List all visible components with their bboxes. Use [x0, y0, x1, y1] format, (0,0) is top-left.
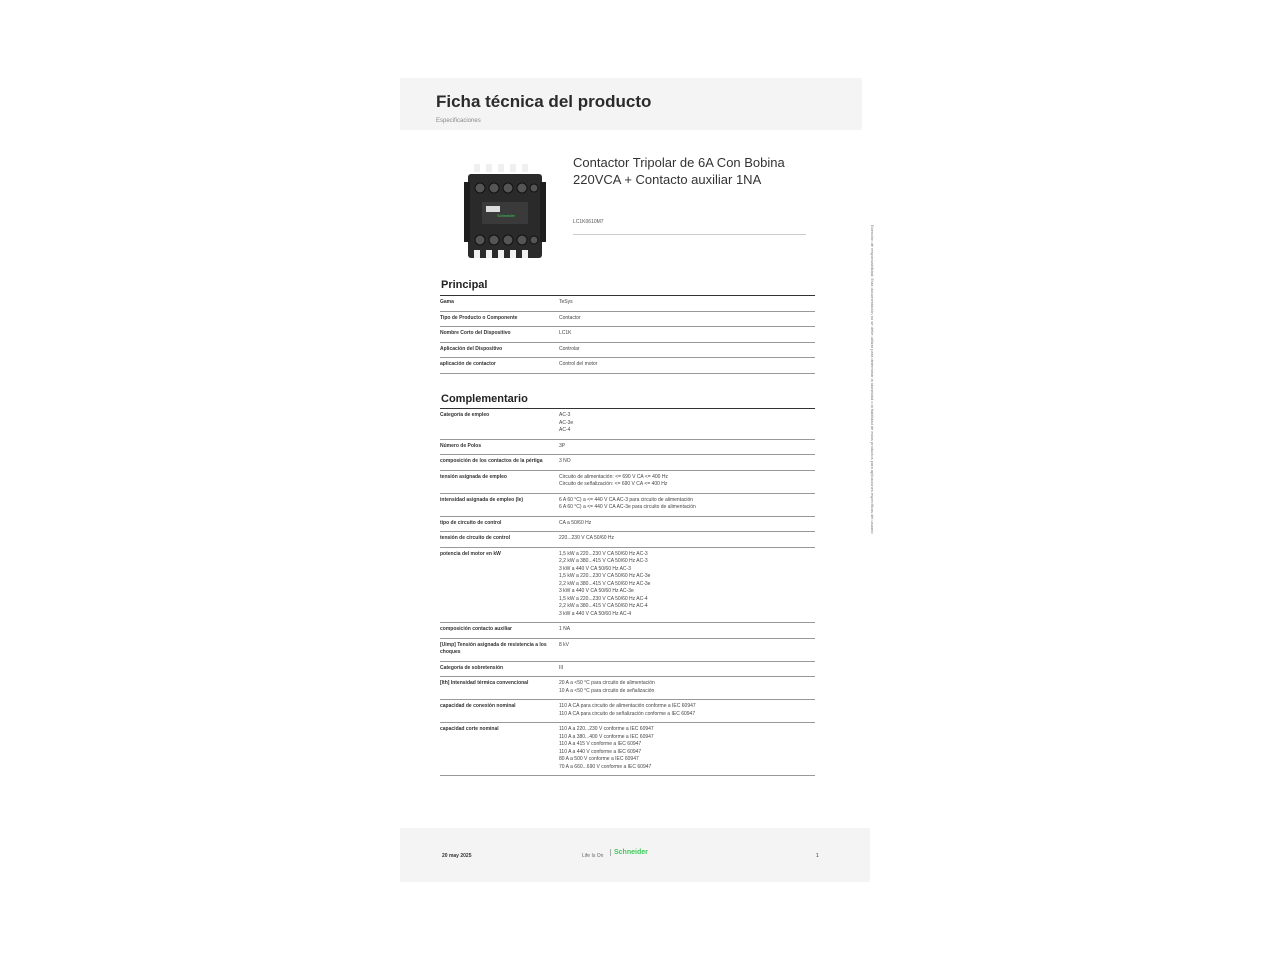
spec-row	[440, 700, 815, 723]
spec-row	[440, 409, 815, 440]
section-title-complementario: Complementario	[441, 393, 528, 405]
spec-row	[440, 455, 815, 471]
spec-value-line: 70 A a 660...690 V conforme a IEC 60947	[559, 763, 652, 770]
spec-row	[440, 296, 815, 312]
spec-value-line: AC-3	[559, 412, 571, 418]
spec-key: composición contacto auxiliar	[440, 623, 559, 639]
spec-value-line: 3 kW a 440 V CA 50/60 Hz AC-3e	[559, 588, 634, 594]
spec-value	[559, 638, 815, 661]
spec-key: potencia del motor en kW	[440, 547, 559, 623]
spec-key: aplicación de contactor	[440, 358, 559, 374]
spec-key: intensidad asignada de empleo (Ie)	[440, 493, 559, 516]
spec-value	[559, 723, 815, 776]
spec-row	[440, 638, 815, 661]
principal-spec-table	[440, 295, 815, 374]
spec-value-line: 6 A 60 °C) a <= 440 V CA AC-3e para circuito de alimentación	[559, 504, 696, 510]
spec-key: Categoría de empleo	[440, 409, 559, 440]
spec-key: composición de los contactos de la pértiga	[440, 455, 559, 471]
spec-value	[559, 409, 815, 440]
spec-value-line: 2,2 kW a 380...415 V CA 50/60 Hz AC-3	[559, 558, 648, 564]
spec-row	[440, 677, 815, 700]
spec-key: tensión de circuito de control	[440, 532, 559, 548]
spec-value-line: AC-4	[559, 427, 571, 433]
page-footer	[400, 828, 870, 882]
spec-value	[559, 493, 815, 516]
spec-value	[559, 547, 815, 623]
spec-value-line: 3 kW a 440 V CA 50/60 Hz AC-3	[559, 565, 631, 572]
schneider-logo: Schneider	[610, 849, 648, 856]
spec-row	[440, 723, 815, 776]
spec-value	[559, 700, 815, 723]
spec-value-line: 6 A 60 °C) a <= 440 V CA AC-3 para circuito de alimentación	[559, 496, 694, 503]
spec-value-line: 110 A a 380...400 V conforme a IEC 60947	[559, 733, 654, 740]
spec-value-line: 1 NA	[559, 626, 571, 632]
spec-value-line: Circuito de alimentación: <= 690 V CA <= 400 Hz	[559, 473, 668, 480]
spec-value	[559, 532, 815, 548]
side-disclaimer	[866, 225, 876, 705]
spec-value-line: 1,5 kW a 220...230 V CA 50/60 Hz AC-3	[559, 550, 648, 557]
product-brand-mark: Schneider	[496, 213, 516, 218]
spec-value-line: 2,2 kW a 380...415 V CA 50/60 Hz AC-4	[559, 603, 648, 609]
spec-row	[440, 358, 815, 374]
spec-key: capacidad de conexión nominal	[440, 700, 559, 723]
complementario-spec-table	[440, 408, 815, 776]
spec-key: Gama	[440, 296, 559, 312]
spec-row	[440, 516, 815, 532]
spec-value-line: LC1K	[559, 330, 572, 336]
spec-value-line: 3 NO	[559, 458, 571, 464]
datasheet-page	[400, 78, 870, 882]
spec-value-line: 110 A CA para circuito de señalización conforme a IEC 60947	[559, 710, 696, 717]
section-title-principal: Principal	[441, 279, 488, 291]
spec-value-line: Contactor	[559, 314, 581, 321]
spec-key: tensión asignada de empleo	[440, 470, 559, 493]
spec-value	[559, 516, 815, 532]
spec-row	[440, 342, 815, 358]
spec-value-line: 80 A a 500 V conforme a IEC 60947	[559, 756, 639, 762]
spec-key: tipo de circuito de control	[440, 516, 559, 532]
spec-value-line: 220...230 V CA 50/60 Hz	[559, 535, 615, 541]
spec-value	[559, 455, 815, 471]
spec-value	[559, 677, 815, 700]
spec-value-line: 110 A a 415 V conforme a IEC 60947	[559, 741, 642, 747]
spec-value	[559, 358, 815, 374]
spec-value	[559, 342, 815, 358]
spec-value-line: AC-3e	[559, 419, 574, 426]
spec-key: [Uimp] Tensión asignada de resistencia a los choques	[440, 638, 559, 661]
spec-row	[440, 547, 815, 623]
spec-row	[440, 439, 815, 455]
spec-row	[440, 470, 815, 493]
page-title: Ficha técnica del producto	[436, 92, 652, 111]
reference-divider	[573, 234, 806, 235]
spec-value-line: Controlar	[559, 345, 580, 352]
spec-value-line: III	[559, 664, 564, 671]
footer-tagline: Life Is On	[582, 853, 604, 859]
side-disclaimer-text: Exención de responsabilidad: Esta documentación no se debe utilizar para determinar la idoneidad o la fiabilidad de estos productos para aplicaciones específicas del usuario	[870, 225, 875, 534]
spec-value-line: 110 A a 440 V conforme a IEC 60947	[559, 748, 642, 755]
spec-value-line: 110 A CA para circuito de alimentación conforme a IEC 60947	[559, 703, 696, 709]
spec-key: capacidad corte nominal	[440, 723, 559, 776]
spec-value-line: Circuito de señalización: <= 690 V CA <= 400 Hz	[559, 481, 668, 487]
product-name: Contactor Tripolar de 6A Con Bobina 220VCA + Contacto auxiliar 1NA	[573, 155, 785, 187]
page-header	[400, 78, 862, 130]
spec-value-line: 110 A a 220...230 V conforme a IEC 60947	[559, 726, 654, 732]
spec-value	[559, 623, 815, 639]
spec-value	[559, 327, 815, 343]
spec-value-line: 2,2 kW a 380...415 V CA 50/60 Hz AC-3e	[559, 580, 651, 587]
spec-row	[440, 623, 815, 639]
spec-value	[559, 470, 815, 493]
spec-value-line: CA a 50/60 Hz	[559, 519, 592, 526]
spec-value-line: 8 kV	[559, 641, 570, 648]
spec-row	[440, 311, 815, 327]
spec-key: Categoría de sobretensión	[440, 661, 559, 677]
spec-value	[559, 311, 815, 327]
spec-row	[440, 493, 815, 516]
spec-key: Nombre Corto del Dispositivo	[440, 327, 559, 343]
spec-value	[559, 296, 815, 312]
spec-key: Aplicación del Dispositivo	[440, 342, 559, 358]
spec-row	[440, 532, 815, 548]
spec-value-line: 3 kW a 440 V CA 50/60 Hz AC-4	[559, 610, 631, 617]
spec-key: Tipo de Producto o Componente	[440, 311, 559, 327]
spec-key: Número de Polos	[440, 439, 559, 455]
spec-key: [Ith] Intensidad térmica convencional	[440, 677, 559, 700]
spec-value-line: 1,5 kW a 220...230 V CA 50/60 Hz AC-4	[559, 595, 648, 602]
spec-value-line: 10 A a <50 °C para circuito de señalización	[559, 687, 655, 694]
contactor-product-image	[462, 160, 550, 260]
spec-value-line: TeSys	[559, 299, 573, 305]
spec-row	[440, 661, 815, 677]
spec-value-line: 20 A a <50 °C para circuito de alimentación	[559, 680, 655, 686]
product-reference: LC1K0610M7	[573, 219, 604, 225]
page-number: 1	[816, 853, 819, 859]
spec-value	[559, 661, 815, 677]
spec-value-line: 3P	[559, 442, 566, 449]
page-subtitle: Especificaciones	[436, 118, 481, 124]
spec-value-line: Control del motor	[559, 361, 598, 367]
spec-row	[440, 327, 815, 343]
spec-value-line: 1,5 kW a 220...230 V CA 50/60 Hz AC-3e	[559, 573, 651, 579]
spec-value	[559, 439, 815, 455]
footer-date: 20 may 2025	[442, 853, 472, 859]
